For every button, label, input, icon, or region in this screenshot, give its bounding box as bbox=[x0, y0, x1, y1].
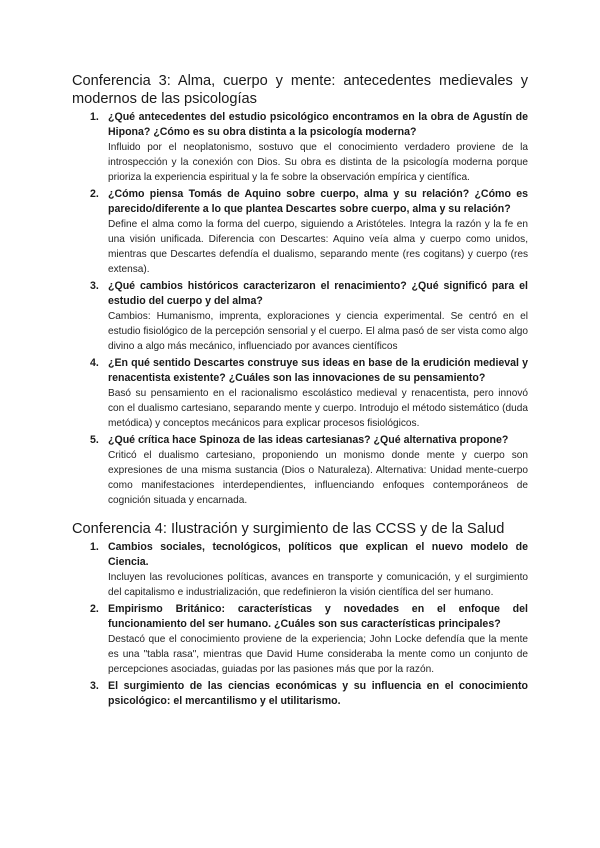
section-conferencia-4 bbox=[72, 520, 528, 709]
list-item bbox=[90, 679, 528, 709]
answer-text: Cambios: Humanismo, imprenta, exploraciones y ciencia experimental. Se centró en el estudio fisiológico de la percepción sensorial y el cuerpo. El alma pasó de ser vista como algo divino a algo más mecánico, influenciado por avances científicos bbox=[108, 311, 528, 352]
answer-text: Incluyen las revoluciones políticas, avances en transporte y comunicación, y el surgimiento del capitalismo e industrialización, que redefinieron la visión científica del ser humano. bbox=[108, 572, 528, 598]
list-item bbox=[90, 279, 528, 354]
item-number: 1. bbox=[90, 541, 99, 553]
question-text: El surgimiento de las ciencias económicas y su influencia en el conocimiento psicológico: el mercantilismo y el utilitarismo. bbox=[108, 680, 528, 707]
question-text: ¿Qué antecedentes del estudio psicológico encontramos en la obra de Agustín de Hipona? ¿Cómo es su obra distinta a la psicología moderna? bbox=[108, 111, 528, 138]
question-list bbox=[72, 110, 528, 508]
answer-text: Destacó que el conocimiento proviene de la experiencia; John Locke defendía que la mente es una "tabla rasa", mientras que David Hume consideraba la mente como un conjunto de percepciones asociadas, guiadas por las pasiones más que por la razón. bbox=[108, 634, 528, 675]
question-text: ¿Qué crítica hace Spinoza de las ideas cartesianas? ¿Qué alternativa propone? bbox=[108, 434, 509, 446]
item-number: 5. bbox=[90, 434, 99, 446]
answer-text: Influido por el neoplatonismo, sostuvo que el conocimiento verdadero proviene de la introspección y la conexión con Dios. Su obra es distinta de la psicología moderna porque prioriza la experiencia espiritual y la fe sobre la observación empírica y científica. bbox=[108, 142, 528, 183]
item-number: 2. bbox=[90, 188, 99, 200]
item-number: 4. bbox=[90, 357, 99, 369]
answer-text: Define el alma como la forma del cuerpo, siguiendo a Aristóteles. Integra la razón y la fe en una visión unificada. Diferencia con Descartes: Aquino veía alma y cuerpo como unidos, mientras que Descartes defendía el dualismo, separando mente (res cogitans) y cuerpo (res extensa). bbox=[108, 219, 528, 275]
question-text: Cambios sociales, tecnológicos, políticos que explican el nuevo modelo de Ciencia. bbox=[108, 541, 528, 568]
question-text: ¿Qué cambios históricos caracterizaron el renacimiento? ¿Qué significó para el estudio del cuerpo y del alma? bbox=[108, 280, 528, 307]
list-item bbox=[90, 110, 528, 185]
question-list bbox=[72, 540, 528, 709]
section-title: Conferencia 4: Ilustración y surgimiento de las CCSS y de la Salud bbox=[72, 521, 505, 537]
item-number: 2. bbox=[90, 603, 99, 615]
question-text: ¿En qué sentido Descartes construye sus ideas en base de la erudición medieval y renacentista existente? ¿Cuáles son las innovaciones de su pensamiento? bbox=[108, 357, 528, 384]
section-conferencia-3 bbox=[72, 72, 528, 508]
answer-text: Basó su pensamiento en el racionalismo escolástico medieval y renacentista, pero innovó con el dualismo cartesiano, separando mente y cuerpo. Introdujo el método sistemático (duda metódica) y conceptos mecánicos para explicar procesos fisiológicos. bbox=[108, 388, 528, 429]
section-title: Conferencia 3: Alma, cuerpo y mente: antecedentes medievales y modernos de las psicologías bbox=[72, 73, 528, 107]
list-item bbox=[90, 433, 528, 508]
question-text: Empirismo Británico: características y novedades en el enfoque del funcionamiento del ser humano. ¿Cuáles son sus características principales? bbox=[108, 603, 528, 630]
question-text: ¿Cómo piensa Tomás de Aquino sobre cuerpo, alma y su relación? ¿Cómo es parecido/diferente a lo que plantea Descartes sobre cuerpo, alma y su relación? bbox=[108, 188, 528, 215]
item-number: 1. bbox=[90, 111, 99, 123]
list-item bbox=[90, 356, 528, 431]
list-item bbox=[90, 602, 528, 677]
item-number: 3. bbox=[90, 280, 99, 292]
item-number: 3. bbox=[90, 680, 99, 692]
list-item bbox=[90, 187, 528, 277]
list-item bbox=[90, 540, 528, 600]
answer-text: Criticó el dualismo cartesiano, proponiendo un monismo donde mente y cuerpo son expresiones de una misma sustancia (Dios o Naturaleza). Alternativa: Unidad mente-cuerpo como manifestaciones interdependientes, influenciando enfoques contemporáneos de cognición situada y encarnada. bbox=[108, 450, 528, 506]
